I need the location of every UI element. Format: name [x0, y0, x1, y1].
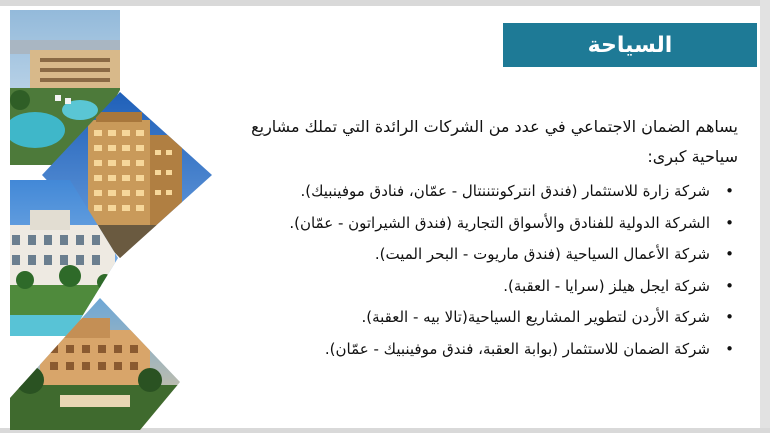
list-item-text: شركة ايجل هيلز (سرايا - العقبة).: [503, 276, 710, 295]
title-banner: [503, 23, 757, 67]
bullet-icon: •: [725, 213, 734, 232]
list-item-text: شركة الأردن لتطوير المشاريع السياحية(تالا بيه - العقبة).: [361, 308, 710, 326]
intro-paragraph: يساهم الضمان الاجتماعي في عدد من الشركات الرائدة التي تملك مشاريع سياحية كبرى:: [251, 117, 738, 166]
companies-list: [228, 176, 738, 365]
list-item-text: الشركة الدولية للفنادق والأسواق التجارية (فندق الشيراتون - عمّان).: [289, 213, 710, 232]
list-item: [228, 302, 738, 334]
slide-title: السياحة: [587, 32, 673, 58]
list-item: [228, 334, 738, 366]
scrollbar-track[interactable]: [760, 0, 770, 433]
slide-content: [228, 112, 738, 365]
list-item: [228, 208, 738, 240]
list-item: [228, 176, 738, 208]
list-item: [228, 271, 738, 303]
list-item-text: شركة الأعمال السياحية (فندق ماريوت - البحر الميت).: [374, 245, 710, 263]
bullet-icon: •: [725, 276, 734, 295]
bullet-icon: •: [725, 308, 734, 326]
list-item-text: شركة زارة للاستثمار (فندق انتركونتننتال - عمّان، فنادق موفينبيك).: [300, 182, 710, 200]
list-item-text: شركة الضمان للاستثمار (بوابة العقبة، فندق موفينبيك - عمّان).: [324, 339, 710, 358]
bullet-icon: •: [725, 182, 734, 200]
list-item: [228, 239, 738, 271]
bullet-icon: •: [725, 339, 734, 358]
bullet-icon: •: [725, 245, 734, 263]
photo-collage: [0, 0, 230, 433]
